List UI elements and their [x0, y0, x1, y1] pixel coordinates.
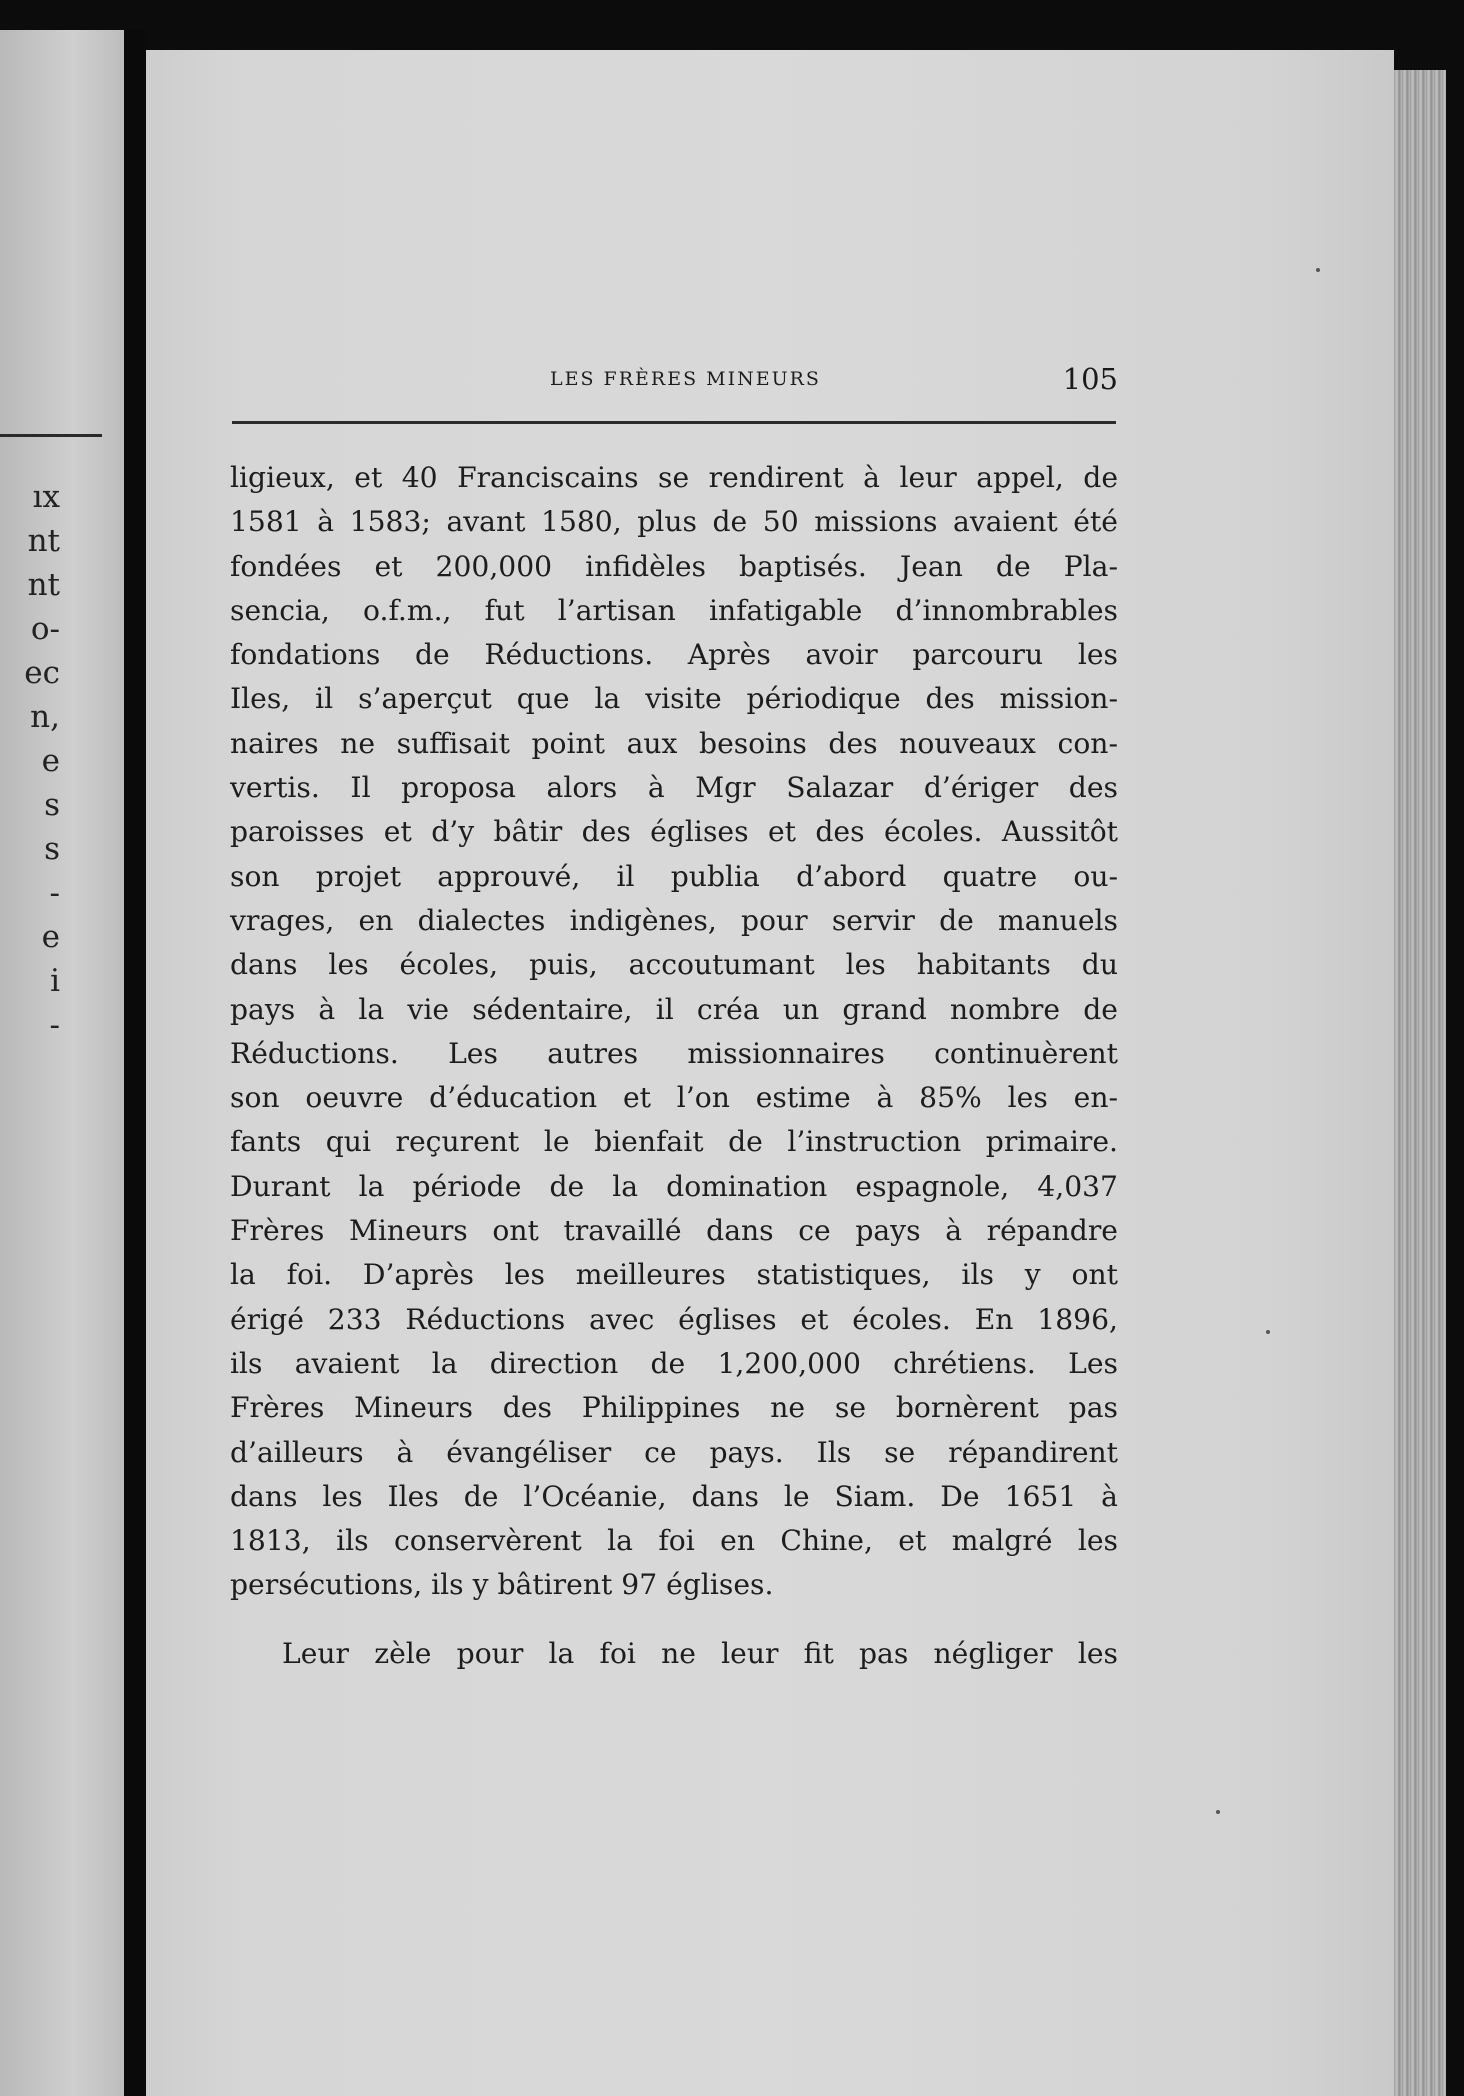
left-fragment: s: [44, 831, 60, 867]
text-line: Iles, il s’aperçut que la visite périodique des mission-: [230, 682, 1118, 716]
text-line: fants qui reçurent le bienfait de l’instruction primaire.: [230, 1125, 1118, 1159]
text-line: son projet approuvé, il publia d’abord quatre ou-: [230, 859, 1118, 893]
text-line: dans les écoles, puis, accoutumant les habitants du: [230, 948, 1118, 982]
text-line: ils avaient la direction de 1,200,000 chrétiens. Les: [230, 1346, 1118, 1380]
left-fragment: nt: [27, 523, 60, 559]
left-fragment: e: [41, 919, 60, 955]
paragraph-gap: [230, 1608, 1118, 1632]
left-fragment: i: [50, 963, 60, 999]
text-line: sencia, o.f.m., fut l’artisan infatigable d’innombrables: [230, 593, 1118, 627]
left-fragment: s: [44, 787, 60, 823]
left-page-rule: [0, 434, 102, 437]
text-line: paroisses et d’y bâtir des églises et des écoles. Aussitôt: [230, 815, 1118, 849]
text-line: persécutions, ils y bâtirent 97 églises.: [230, 1568, 774, 1602]
left-fragment: ec: [24, 655, 60, 691]
left-fragment: -: [49, 875, 60, 911]
left-fragment: o-: [30, 611, 60, 647]
text-line: Réductions. Les autres missionnaires continuèrent: [230, 1036, 1118, 1070]
left-fragment: ıx: [32, 479, 60, 515]
text-line: la foi. D’après les meilleures statistiques, ils y ont: [230, 1258, 1118, 1292]
text-line: Frères Mineurs ont travaillé dans ce pays à répandre: [230, 1214, 1118, 1248]
left-fragment: -: [49, 1007, 60, 1043]
left-fragment: e: [41, 743, 60, 779]
header-rule: [232, 421, 1116, 424]
page-number: 105: [1062, 362, 1118, 396]
left-fragment: n,: [30, 699, 60, 735]
text-line: d’ailleurs à évangéliser ce pays. Ils se répandirent: [230, 1435, 1118, 1469]
text-line: pays à la vie sédentaire, il créa un grand nombre de: [230, 992, 1118, 1026]
text-line: Leur zèle pour la foi ne leur fit pas négliger les: [282, 1636, 1118, 1670]
text-line: fondations de Réductions. Après avoir parcouru les: [230, 638, 1118, 672]
text-line: naires ne suffisait point aux besoins des nouveaux con-: [230, 726, 1118, 760]
page-header: [230, 362, 1118, 402]
text-line: 1581 à 1583; avant 1580, plus de 50 missions avaient été: [230, 505, 1118, 539]
left-fragment: nt: [27, 567, 60, 603]
left-page-text-fragments: [0, 475, 60, 1047]
running-title: LES FRÈRES MINEURS: [550, 368, 821, 390]
text-line: ligieux, et 40 Franciscains se rendirent à leur appel, de: [230, 461, 1118, 494]
text-line: fondées et 200,000 infidèles baptisés. Jean de Pla-: [230, 549, 1118, 583]
text-line: 1813, ils conservèrent la foi en Chine, et malgré les: [230, 1524, 1118, 1558]
text-line: érigé 233 Réductions avec églises et écoles. En 1896,: [230, 1302, 1118, 1336]
text-line: vertis. Il proposa alors à Mgr Salazar d’ériger des: [230, 771, 1118, 805]
text-line: son oeuvre d’éducation et l’on estime à 85% les en-: [230, 1081, 1118, 1115]
paper-speck: [1316, 268, 1320, 272]
paper-speck: [1266, 1330, 1270, 1334]
left-facing-page: [0, 30, 124, 2096]
paragraph: [230, 1632, 1118, 1676]
page-edges: [1394, 70, 1446, 2096]
paragraph: [230, 456, 1118, 1608]
book-gutter: [124, 30, 146, 2096]
text-line: dans les Iles de l’Océanie, dans le Siam. De 1651 à: [230, 1479, 1118, 1513]
body-text: [230, 456, 1118, 1676]
paper-speck: [1216, 1810, 1220, 1814]
text-line: vrages, en dialectes indigènes, pour servir de manuels: [230, 903, 1118, 937]
text-line: Durant la période de la domination espagnole, 4,037: [230, 1169, 1118, 1203]
text-line: Frères Mineurs des Philippines ne se bornèrent pas: [230, 1391, 1118, 1425]
